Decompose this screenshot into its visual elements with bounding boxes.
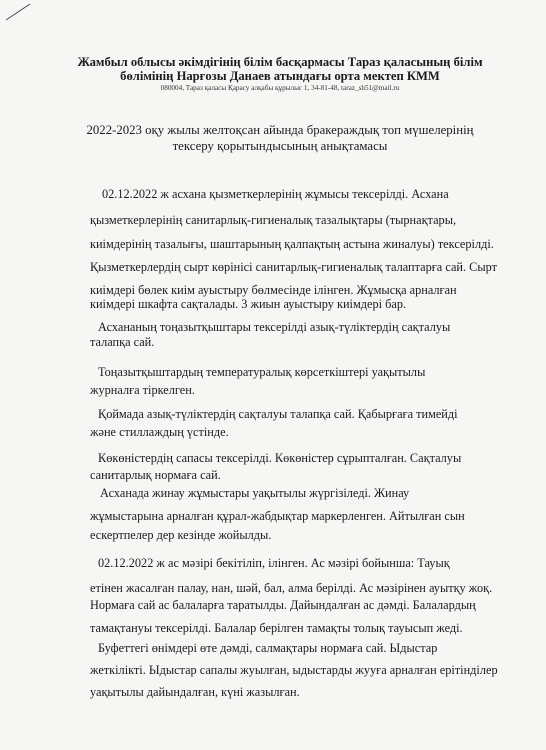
org-name-line2: бөлімінің Нарғозы Данаев атындағы орта мектеп КММ [120,69,440,83]
body-line: Қызметкерлердің сырт көрінісі санитарлық-гигиеналық талаптарға сай. Сырт [90,260,497,274]
body-line: етінен жасалған палау, нан, шәй, бал, алма берілді. Ас мәзірінен ауытқу жоқ. [90,581,493,595]
body-line: 02.12.2022 ж ас мәзірі бекітіліп, ілінген. Ас мәзірі бойынша: Тауық [98,556,450,570]
body-line: Тоңазытқыштардың температуралық көрсеткіштері уақытылы [98,365,426,379]
body-line: 02.12.2022 ж асхана қызметкерлерінің жұмысы тексерілді. Асхана [102,187,449,201]
doc-title-line1: 2022-2023 оқу жылы желтоқсан айында бракераждық топ мүшелерінің [86,123,474,137]
body-line: Буфеттегі өнімдері өте дәмді, салмақтары нормаға сай. Ыдыстар [98,641,438,655]
body-line: жеткілікті. Ыдыстар сапалы жуылған, ыдыстарды жууға арналған ерітінділер [90,663,498,677]
body-line: талапқа сай. [90,335,155,349]
body-line: Қоймада азық-түліктердің сақталуы талапқа сай. Қабырғаға тимейді [98,407,458,421]
org-address: 080004, Тараз қаласы Қарасу алқабы құрылыс 1, 34-81-48, taraz_sh51@mail.ru [160,84,400,92]
body-line: және стиллаждың үстінде. [90,425,229,439]
org-name-line1: Жамбыл облысы әкімдігінің білім басқармасы Тараз қаласының білім [77,55,483,69]
body-line: ескертпелер дер кезінде жойылды. [90,528,272,542]
body-line: киімдері шкафта сақталады. 3 жиын ауыстыру киімдері бар. [90,297,407,311]
body-line: жұмыстарына арналған құрал-жабдықтар маркерленген. Айтылған сын [90,509,465,523]
body-line: киімдерінің тазалығы, шаштарының қалпақтың астына жиналуы) тексерілді. [90,237,494,251]
body-line: Асханада жинау жұмыстары уақытылы жүргізіледі. Жинау [100,486,410,500]
body-line: санитарлық нормаға сай. [90,468,221,482]
body-line: қызметкерлерінің санитарлық-гигиеналық тазалықтары (тырнақтары, [90,213,457,227]
body-line: Нормаға сай ас балаларға таратылды. Дайындалған ас дәмді. Балалардың [90,598,476,612]
corner-pen-mark [4,2,34,22]
body-line: Көкөністердің сапасы тексерілді. Көкөністер сұрыпталған. Сақталуы [98,451,462,465]
body-line: киімдері бөлек киім ауыстыру бөлмесінде ілінген. Жұмысқа арналған [90,283,457,297]
body-line: уақытылы дайындалған, күні жазылған. [90,685,300,699]
doc-title-line2: тексеру қорытындысының анықтамасы [172,139,388,153]
body-line: Асхананың тоңазытқыштары тексерілді азық-түліктердің сақталуы [98,320,451,334]
body-line: журналға тіркелген. [90,383,195,397]
body-line: тамақтануы тексерілді. Балалар берілген тамақты толық тауысып жеді. [90,621,463,635]
